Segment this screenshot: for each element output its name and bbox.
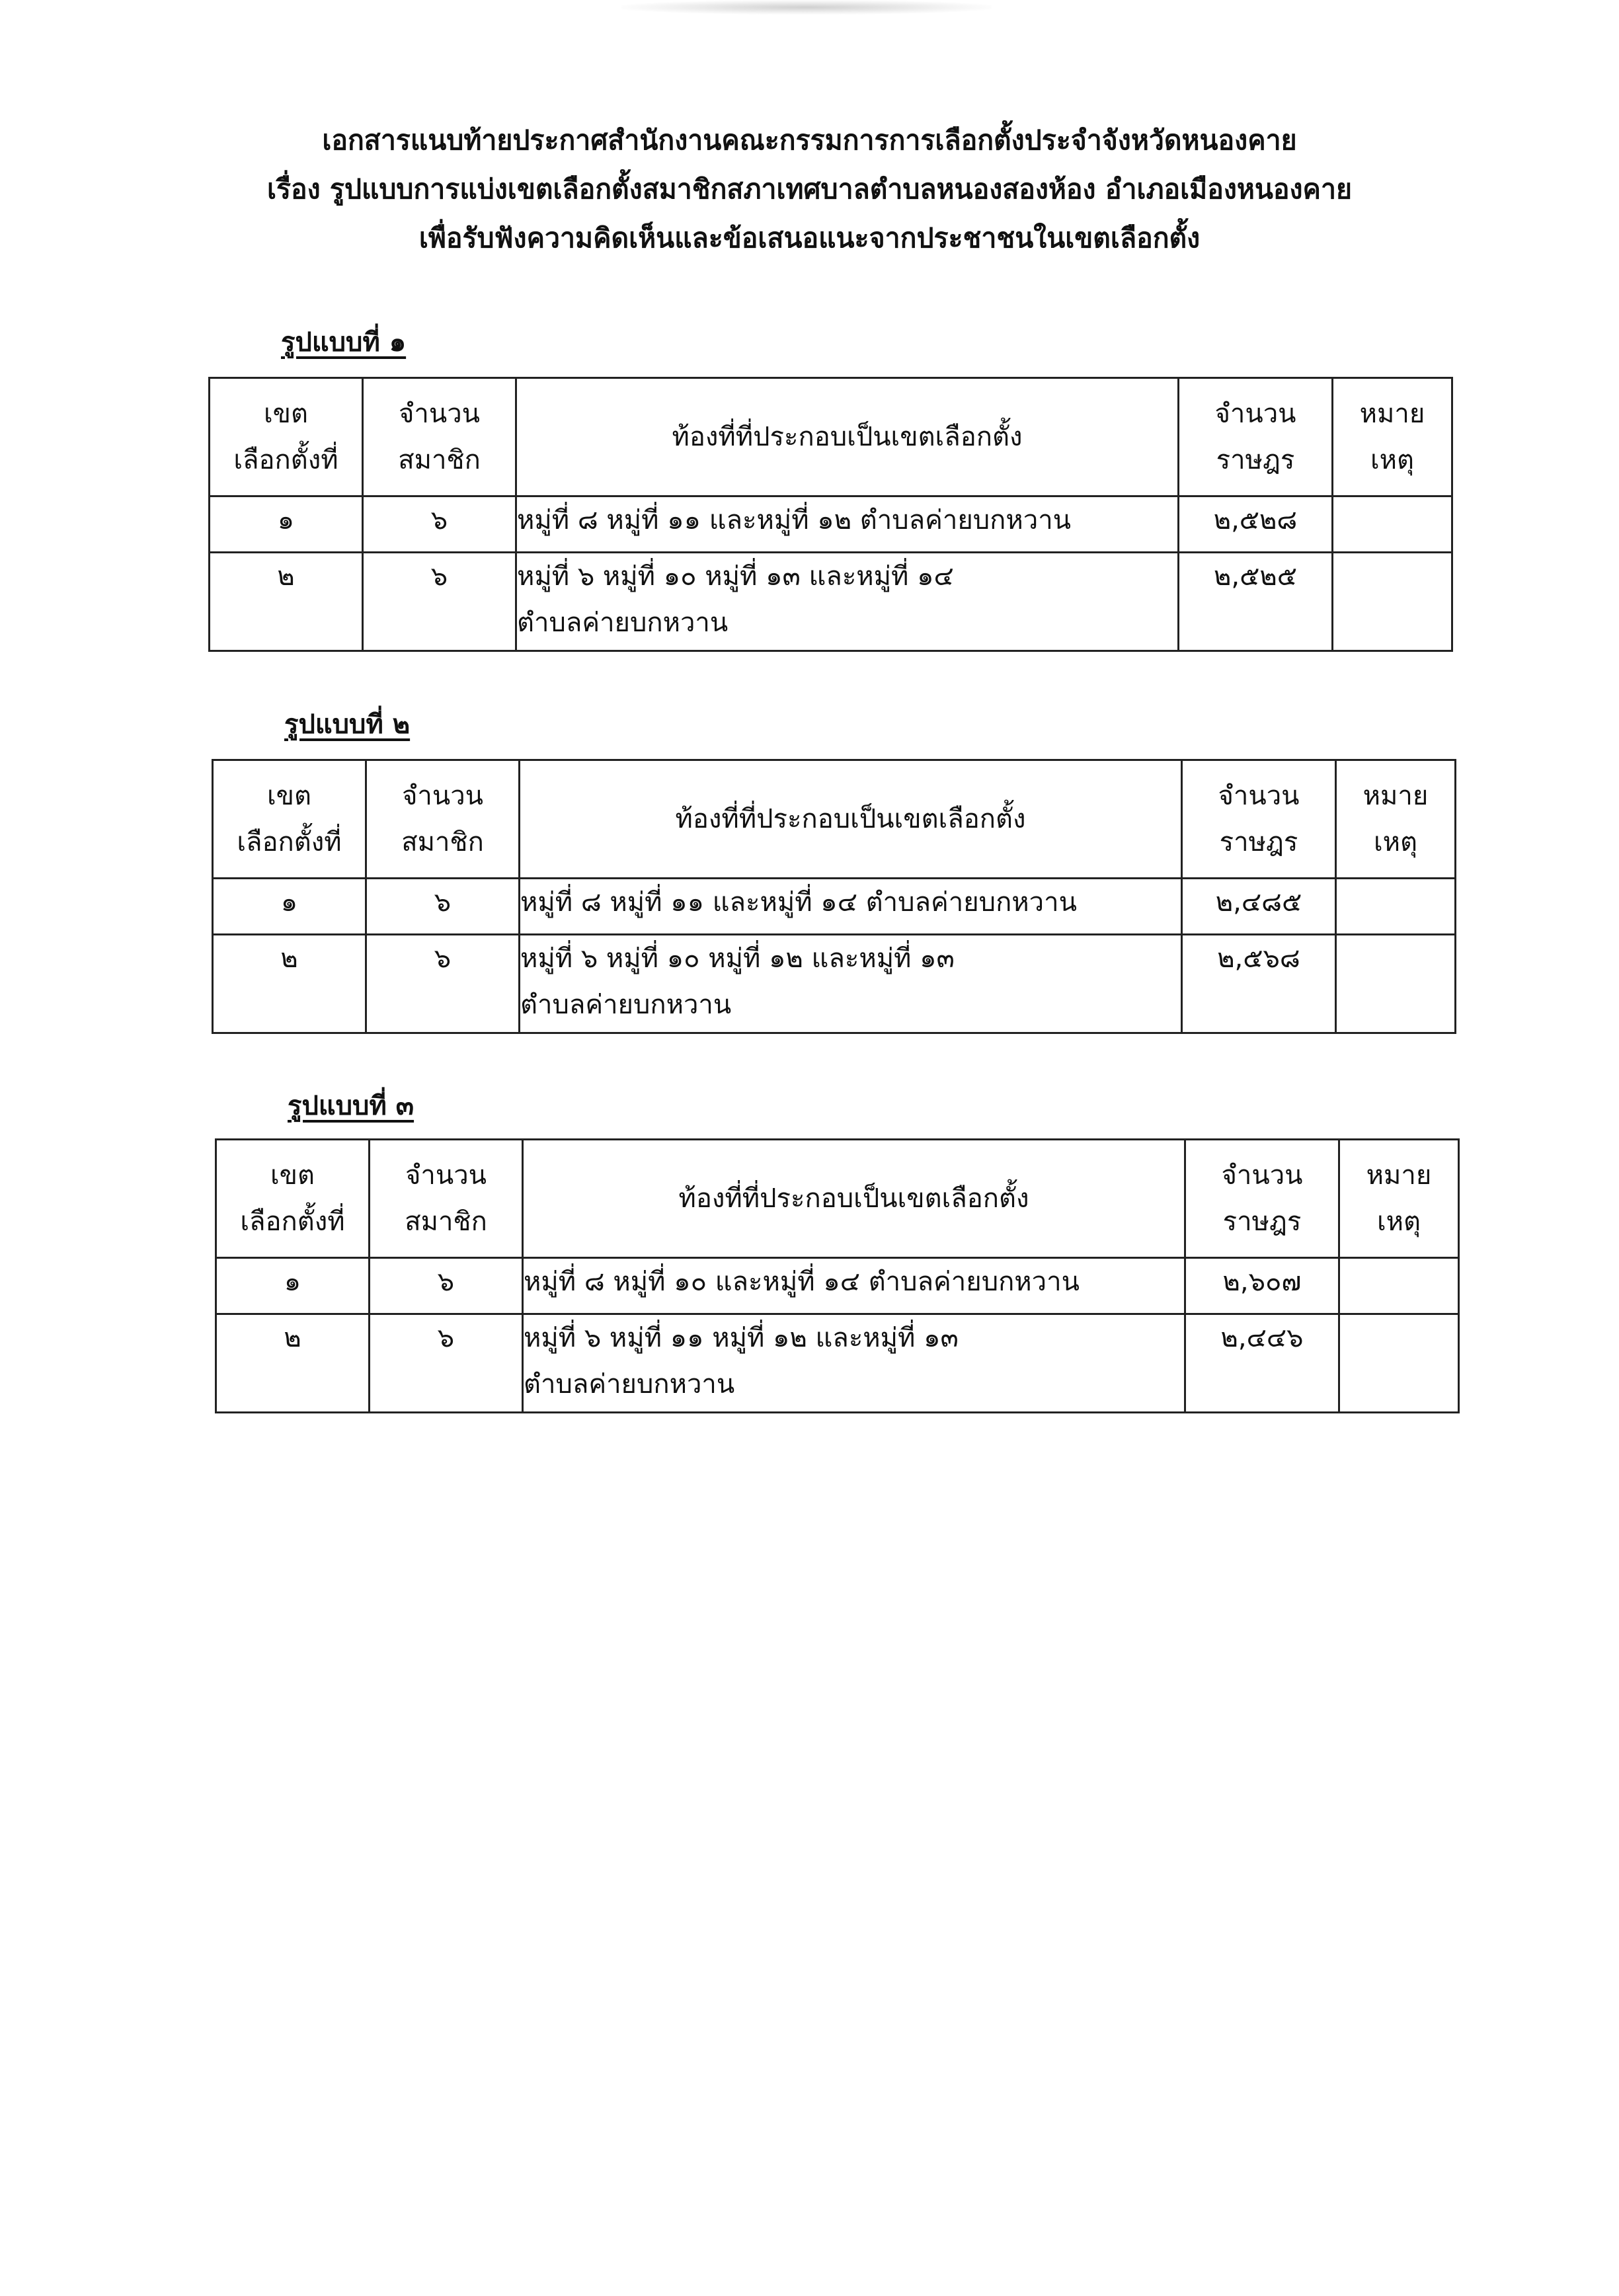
cell-members: ๖ [366,879,520,935]
cell-area: หมู่ที่ ๘ หมู่ที่ ๑๑ และหมู่ที่ ๑๒ ตำบลค่ายบกหวาน [516,496,1179,553]
cell-area: หมู่ที่ ๖ หมู่ที่ ๑๐ หมู่ที่ ๑๒ และหมู่ที่ ๑๓ ตำบลค่ายบกหวาน [520,935,1182,1033]
table-row [213,935,1456,1033]
cell-district: ๑ [216,1258,370,1314]
cell-area: หมู่ที่ ๘ หมู่ที่ ๑๑ และหมู่ที่ ๑๔ ตำบลค่ายบกหวาน [520,879,1182,935]
cell-population: ๒,๔๔๖ [1185,1314,1339,1413]
header-district: เขต เลือกตั้งที่ [210,378,363,496]
header-population: จำนวน ราษฎร [1179,378,1333,496]
cell-district: ๑ [213,879,366,935]
cell-members: ๖ [363,553,516,651]
cell-population: ๒,๕๖๘ [1182,935,1336,1033]
cell-district: ๒ [213,935,366,1033]
header-members: จำนวน สมาชิก [366,760,520,879]
model-3-label: รูปแบบที่ ๓ [288,1091,415,1121]
cell-remark [1336,935,1456,1033]
cell-area: หมู่ที่ ๘ หมู่ที่ ๑๐ และหมู่ที่ ๑๔ ตำบลค่ายบกหวาน [523,1258,1185,1314]
table-row [216,1314,1459,1413]
cell-remark [1339,1258,1459,1314]
table-row [210,496,1452,553]
cell-area: หมู่ที่ ๖ หมู่ที่ ๑๐ หมู่ที่ ๑๓ และหมู่ที่ ๑๔ ตำบลค่ายบกหวาน [516,553,1179,651]
model-1-table [208,377,1453,652]
table-header-row [210,378,1452,496]
header-area: ท้องที่ที่ประกอบเป็นเขตเลือกตั้ง [523,1140,1185,1258]
header-population: จำนวน ราษฎร [1185,1140,1339,1258]
header-members: จำนวน สมาชิก [363,378,516,496]
cell-members: ๖ [366,935,520,1033]
header-population: จำนวน ราษฎร [1182,760,1336,879]
model-2-label: รูปแบบที่ ๒ [284,709,411,740]
document-title [0,116,1619,262]
table-row [213,879,1456,935]
header-remark: หมาย เหตุ [1336,760,1456,879]
cell-remark [1336,879,1456,935]
model-3-table [215,1138,1460,1413]
scan-smudge [621,0,992,15]
title-line-1: เอกสารแนบท้ายประกาศสำนักงานคณะกรรมการการเลือกตั้งประจำจังหวัดหนองคาย [322,124,1297,156]
cell-district: ๒ [216,1314,370,1413]
header-district: เขต เลือกตั้งที่ [213,760,366,879]
header-remark: หมาย เหตุ [1333,378,1452,496]
model-1-label: รูปแบบที่ ๑ [281,327,407,358]
cell-population: ๒,๔๘๕ [1182,879,1336,935]
cell-remark [1339,1314,1459,1413]
header-members: จำนวน สมาชิก [370,1140,523,1258]
header-area: ท้องที่ที่ประกอบเป็นเขตเลือกตั้ง [516,378,1179,496]
table-row [216,1258,1459,1314]
cell-population: ๒,๕๒๘ [1179,496,1333,553]
cell-remark [1333,496,1452,553]
cell-members: ๖ [370,1258,523,1314]
cell-district: ๒ [210,553,363,651]
cell-members: ๖ [370,1314,523,1413]
cell-members: ๖ [363,496,516,553]
title-line-2: เรื่อง รูปแบบการแบ่งเขตเลือกตั้งสมาชิกสภาเทศบาลตำบลหนองสองห้อง อำเภอเมืองหนองคาย [266,173,1353,205]
table-header-row [213,760,1456,879]
model-2-table [212,759,1456,1034]
cell-population: ๒,๖๐๗ [1185,1258,1339,1314]
cell-remark [1333,553,1452,651]
table-row [210,553,1452,651]
cell-area: หมู่ที่ ๖ หมู่ที่ ๑๑ หมู่ที่ ๑๒ และหมู่ที่ ๑๓ ตำบลค่ายบกหวาน [523,1314,1185,1413]
header-district: เขต เลือกตั้งที่ [216,1140,370,1258]
header-remark: หมาย เหตุ [1339,1140,1459,1258]
title-line-3: เพื่อรับฟังความคิดเห็นและข้อเสนอแนะจากประชาชนในเขตเลือกตั้ง [418,222,1201,254]
table-header-row [216,1140,1459,1258]
cell-district: ๑ [210,496,363,553]
cell-population: ๒,๕๒๕ [1179,553,1333,651]
header-area: ท้องที่ที่ประกอบเป็นเขตเลือกตั้ง [520,760,1182,879]
